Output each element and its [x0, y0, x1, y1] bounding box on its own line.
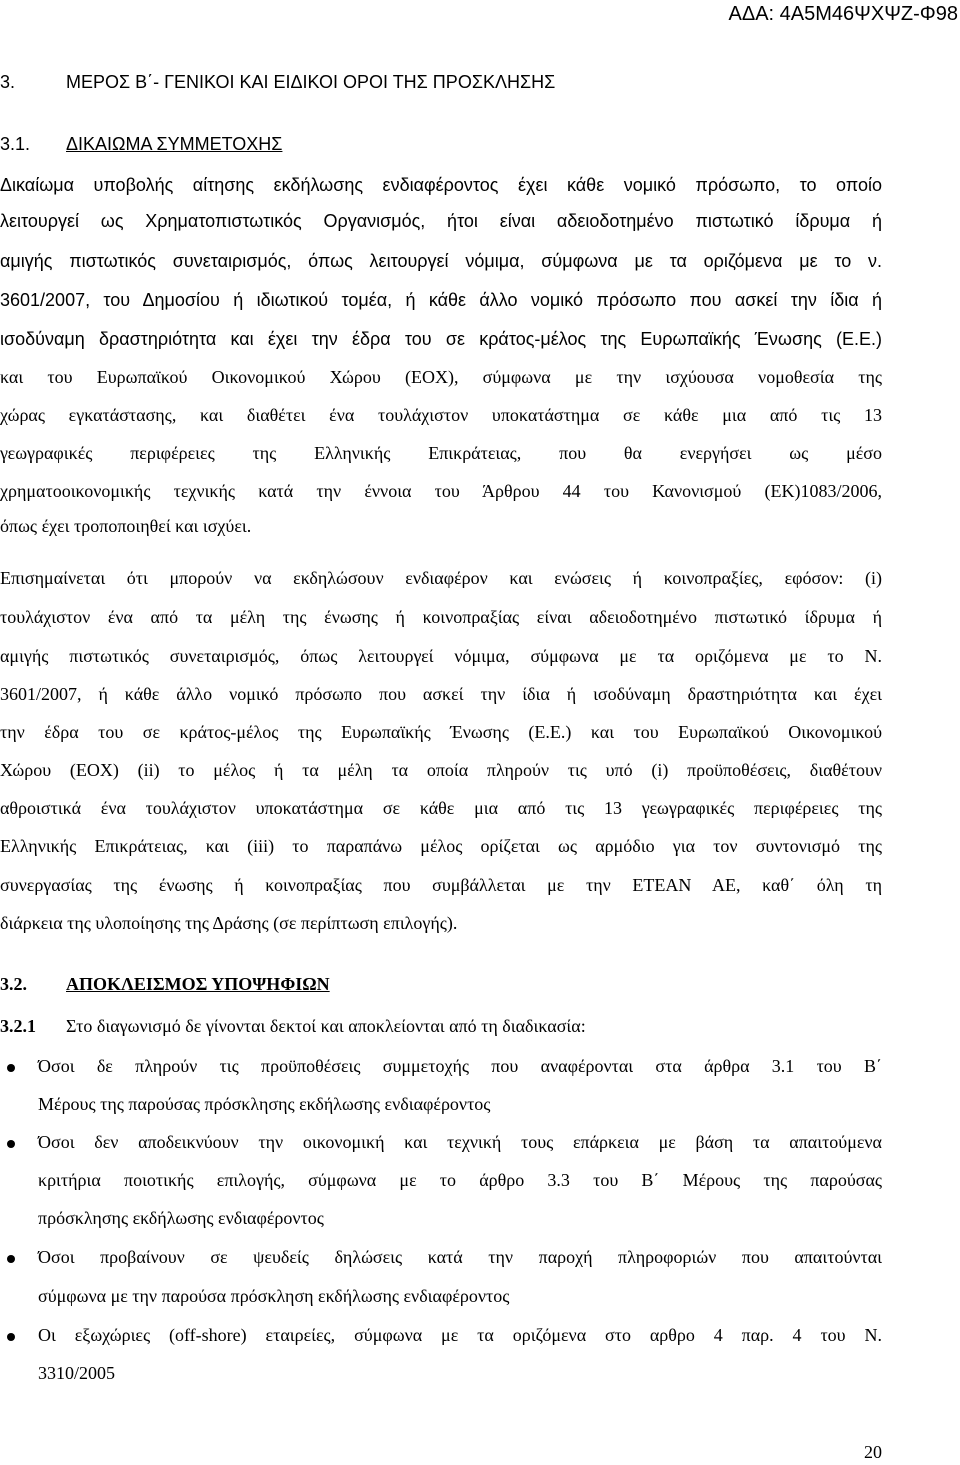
para1-line: αμιγής πιστωτικός συνεταιρισμός, όπως λειτουργεί νόμιμα, σύμφωνα με τα οριζόμενα με το ν. — [0, 251, 882, 271]
para2-line: αθροιστικά ένα τουλάχιστον υποκατάστημα σε κάθε μια από τις 13 γεωγραφικές περιφέρειες της — [0, 798, 882, 818]
ada-code: ΑΔΑ: 4Α5Μ46ΨΧΨΖ-Φ98 — [728, 3, 958, 25]
subsection-3-2-1-number: 3.2.1 — [0, 1016, 36, 1036]
bullet-line: κριτήρια ποιοτικής επιλογής, σύμφωνα με το άρθρο 3.3 του Β΄ Μέρους της παρούσας — [38, 1170, 882, 1190]
bullet-line: σύμφωνα με την παρούσα πρόσκληση εκδήλωσης ενδιαφέροντος — [38, 1286, 510, 1306]
para1-line: λειτουργεί ως Χρηματοπιστωτικός Οργανισμός, ήτοι είναι αδειοδοτημένο πιστωτικό ίδρυμα ή — [0, 211, 882, 231]
para2-line: Επισημαίνεται ότι μπορούν να εκδηλώσουν ενδιαφέρον και ενώσεις ή κοινοπραξίες, εφόσον: (i) — [0, 568, 882, 588]
bullet-line: 3310/2005 — [38, 1363, 116, 1383]
bullet-line: πρόσκλησης εκδήλωσης ενδιαφέροντος — [38, 1208, 324, 1228]
para1-line: γεωγραφικές περιφέρειες της Ελληνικής Επικράτειας, που θα ενεργήσει ως μέσο — [0, 443, 882, 463]
para2-line: την έδρα του σε κράτος-μέλος της Ευρωπαϊκής Ένωσης (Ε.Ε.) και του Ευρωπαϊκού Οικονομικού — [0, 722, 882, 742]
bullet-line: Όσοι δεν αποδεικνύουν την οικονομική και τεχνική τους επάρκεια με βάση τα απαιτούμενα — [38, 1132, 882, 1152]
para1-line: ισοδύναμη δραστηριότητα και έχει την έδρα του σε κράτος-μέλος της Ευρωπαϊκής Ένωσης (Ε.Ε.) — [0, 329, 882, 349]
bullet-line: Οι εξωχώριες (off-shore) εταιρείες, σύμφωνα με τα οριζόμενα στο αρθρο 4 παρ. 4 του Ν. — [38, 1325, 882, 1345]
bullet-icon — [7, 1333, 15, 1341]
section-3-1-title: ΔΙΚΑΙΩΜΑ ΣΥΜΜΕΤΟΧΗΣ — [66, 134, 283, 154]
section-3-number: 3. — [0, 72, 16, 92]
para1-line: Δικαίωμα υποβολής αίτησης εκδήλωσης ενδιαφέροντος έχει κάθε νομικό πρόσωπο, το οποίο — [0, 175, 882, 195]
para1-line: 3601/2007, του Δημοσίου ή ιδιωτικού τομέα, ή κάθε άλλο νομικό πρόσωπο που ασκεί την ίδια ή — [0, 290, 882, 310]
section-3-1-number: 3.1. — [0, 134, 31, 154]
para2-line: 3601/2007, ή κάθε άλλο νομικό πρόσωπο που ασκεί την ίδια ή ισοδύναμη δραστηριότητα και έχει — [0, 684, 882, 704]
section-3-2-title: ΑΠΟΚΛΕΙΣΜΟΣ ΥΠΟΨΗΦΙΩΝ — [66, 974, 330, 994]
para2-line: συνεργασίας της ένωσης ή κοινοπραξίας που συμβάλλεται με την ΕΤΕΑΝ ΑΕ, καθ΄ όλη τη — [0, 875, 882, 895]
subsection-3-2-1-text: Στο διαγωνισμό δε γίνονται δεκτοί και αποκλείονται από τη διαδικασία: — [66, 1016, 586, 1036]
para1-line: χώρας εγκατάστασης, και διαθέτει ένα τουλάχιστον υποκατάστημα σε κάθε μια από τις 13 — [0, 405, 882, 425]
para2-line: διάρκεια της υλοποίησης της Δράσης (σε περίπτωση επιλογής). — [0, 913, 458, 933]
section-3-2-number: 3.2. — [0, 974, 27, 994]
page-number: 20 — [864, 1442, 882, 1462]
para1-line: και του Ευρωπαϊκού Οικονομικού Χώρου (ΕΟΧ), σύμφωνα με την ισχύουσα νομοθεσία της — [0, 367, 882, 387]
para1-line: χρηματοοικονομικής τεχνικής κατά την έννοια του Άρθρου 44 του Κανονισμού (ΕΚ)1083/2006, — [0, 481, 882, 501]
bullet-line: Μέρους της παρούσας πρόσκλησης εκδήλωσης ενδιαφέροντος — [38, 1094, 491, 1114]
bullet-icon — [7, 1064, 15, 1072]
bullet-line: Όσοι προβαίνουν σε ψευδείς δηλώσεις κατά την παροχή πληροφοριών που απαιτούνται — [38, 1247, 882, 1267]
bullet-icon — [7, 1255, 15, 1263]
section-3-title: ΜΕΡΟΣ Β΄- ΓΕΝΙΚΟΙ ΚΑΙ ΕΙΔΙΚΟΙ ΟΡΟΙ ΤΗΣ ΠΡΟΣΚΛΗΣΗΣ — [66, 72, 556, 92]
para1-line: όπως έχει τροποποιηθεί και ισχύει. — [0, 516, 252, 536]
para2-line: αμιγής πιστωτικός συνεταιρισμός, όπως λειτουργεί νόμιμα, σύμφωνα με τα οριζόμενα με το Ν. — [0, 646, 882, 666]
bullet-line: Όσοι δε πληρούν τις προϋποθέσεις συμμετοχής που αναφέρονται στα άρθρα 3.1 του Β΄ — [38, 1056, 882, 1076]
para2-line: τουλάχιστον ένα από τα μέλη της ένωσης ή κοινοπραξίας είναι αδειοδοτημένο πιστωτικό ίδρυμα ή — [0, 607, 882, 627]
para2-line: Χώρου (ΕΟΧ) (ii) το μέλος ή τα μέλη τα οποία πληρούν τις υπό (i) προϋποθέσεις, διαθέτουν — [0, 760, 882, 780]
bullet-icon — [7, 1140, 15, 1148]
para2-line: Ελληνικής Επικράτειας, και (iii) το παραπάνω μέλος ορίζεται ως αρμόδιο για τον συντονισμό της — [0, 836, 882, 856]
